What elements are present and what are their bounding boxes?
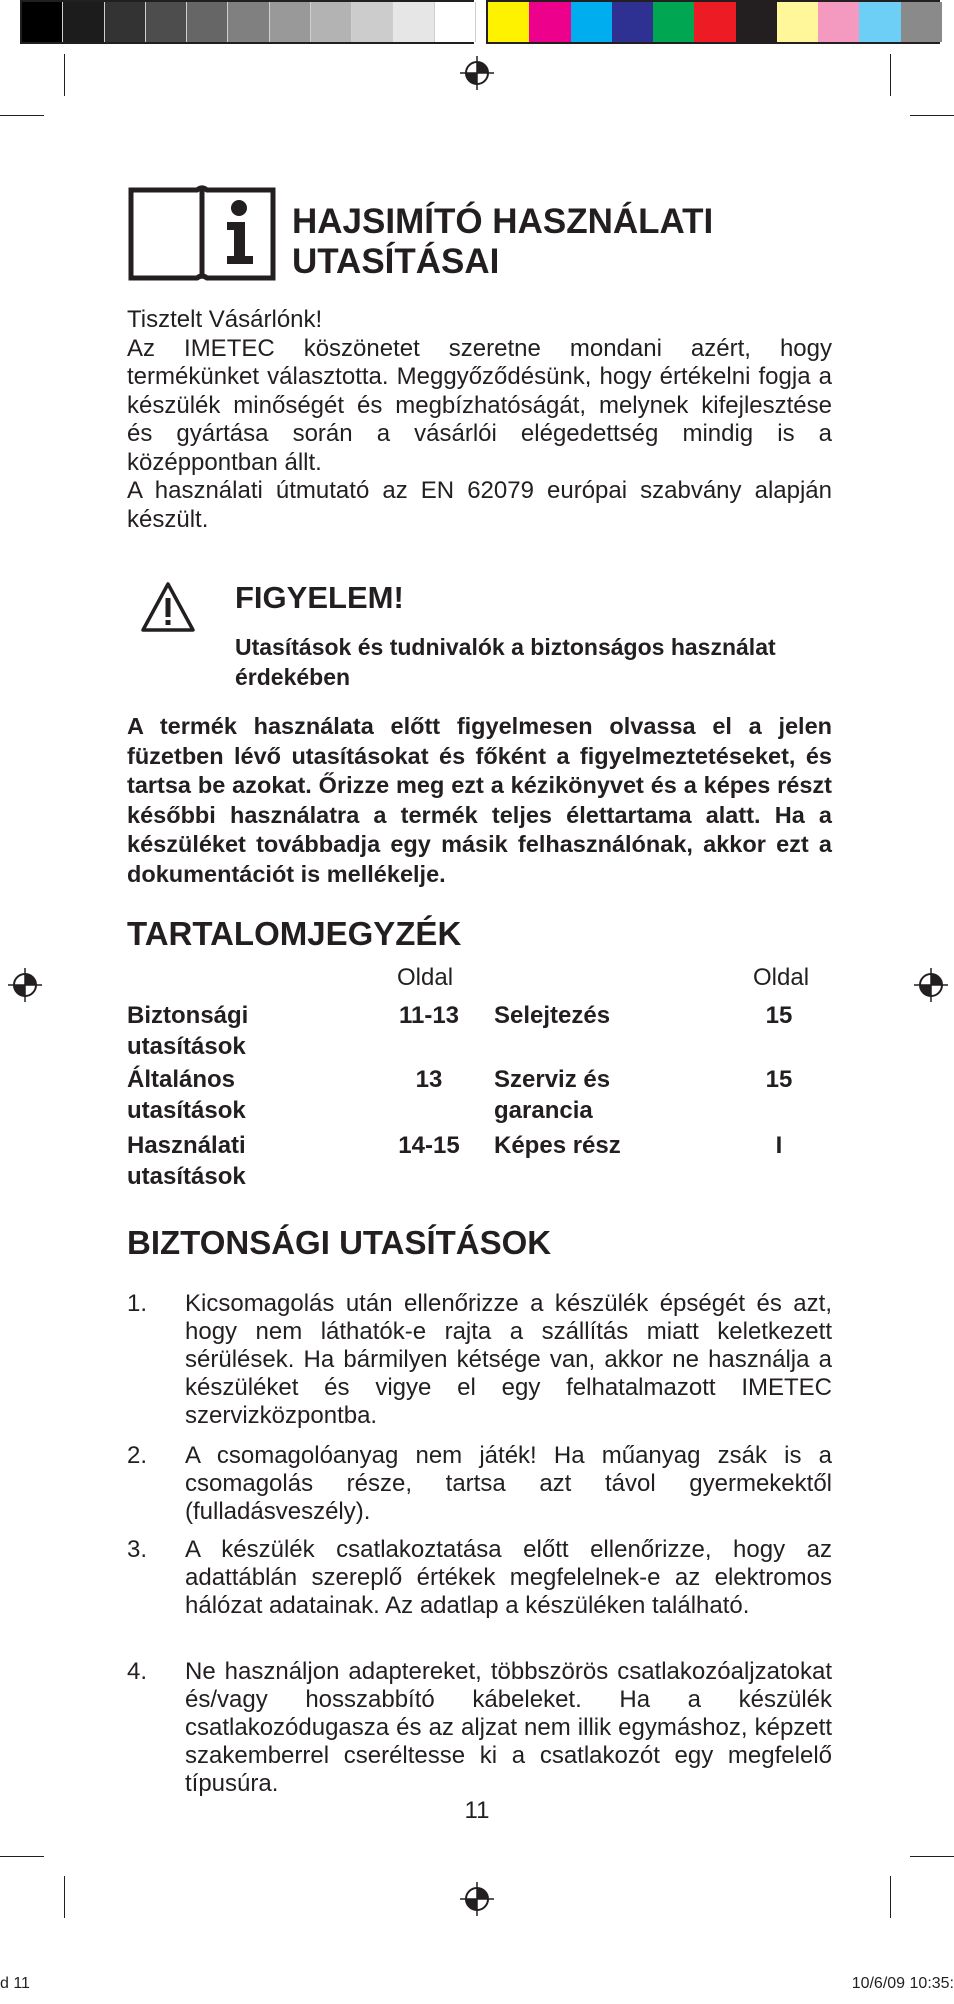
- color-swatch: [529, 2, 570, 42]
- color-swatch: [901, 2, 942, 42]
- warning-paragraph: A termék használata előtt figyelmesen olvassa el a jelen füzetben lévő utasításokat és főként a figyelmeztetéseket, és tartsa be azokat. Őrizze meg ezt a kézikönyvet és a képes részt későbbi használatra a termék teljes élettartama alatt. Ha a készüléket továbbadja egy másik felhasználónak, akkor ezt a dokumentációt is mellékelje.: [127, 713, 832, 887]
- toc-entry-page: 13: [415, 1066, 443, 1093]
- cmyk-color-bar: [486, 0, 940, 44]
- color-swatch: [818, 2, 859, 42]
- color-swatch: [105, 2, 146, 42]
- trim-mark: [0, 115, 44, 116]
- trim-mark: [64, 1876, 65, 1918]
- registration-mark-icon: [460, 1882, 494, 1916]
- trim-mark: [0, 1856, 44, 1857]
- color-swatch: [488, 2, 529, 42]
- color-swatch: [146, 2, 187, 42]
- color-swatch: [187, 2, 228, 42]
- list-item-text: A készülék csatlakoztatása előtt ellenőrizze, hogy az adattáblán szereplő értékek megfelelnek-e az elektromos hálózat adatainak. Az adatlap a készüléken található.: [185, 1536, 832, 1619]
- warning-block: [127, 580, 832, 700]
- color-swatch: [270, 2, 311, 42]
- color-swatch: [653, 2, 694, 42]
- print-slug-right: 10/6/09 10:35:: [851, 1975, 954, 1992]
- color-swatch: [859, 2, 900, 42]
- color-swatch: [22, 2, 63, 42]
- list-item-number: 3.: [127, 1536, 148, 1563]
- color-swatch: [435, 2, 476, 42]
- list-item-number: 2.: [127, 1442, 148, 1469]
- list-item-text: A csomagolóanyag nem játék! Ha műanyag zsák is a csomagolás része, tartsa azt távol gyermekektől (fulladásveszély).: [185, 1442, 832, 1525]
- salutation: Tisztelt Vásárlónk!: [127, 306, 323, 333]
- color-swatch: [228, 2, 269, 42]
- toc-heading: TARTALOMJEGYZÉK: [127, 915, 462, 952]
- list-item-number: 1.: [127, 1290, 148, 1317]
- document-title-line2: UTASÍTÁSAI: [292, 242, 500, 281]
- toc-entry-label: Biztonsági utasítások: [127, 1002, 249, 1060]
- toc-entry-page: I: [775, 1132, 783, 1159]
- intro-text: [127, 306, 832, 534]
- color-swatch: [311, 2, 352, 42]
- warning-subtitle: Utasítások és tudnivalók a biztonságos használat érdekében: [235, 634, 776, 690]
- toc-entry-page: 15: [765, 1066, 793, 1093]
- page-number: 11: [464, 1797, 490, 1824]
- trim-mark: [890, 1876, 891, 1918]
- standard-note: A használati útmutató az EN 62079 európai szabvány alapján készült.: [127, 477, 832, 533]
- document-title-line1: HAJSIMÍTÓ HASZNÁLATI: [292, 202, 714, 241]
- warning-triangle-icon: [139, 580, 197, 634]
- toc-entry-page: 14-15: [398, 1132, 460, 1159]
- document-title: [292, 202, 713, 282]
- toc-entry-label: Szerviz és garancia: [494, 1066, 611, 1124]
- trim-mark: [910, 1856, 954, 1857]
- color-swatch: [352, 2, 393, 42]
- safety-heading: BIZTONSÁGI UTASÍTÁSOK: [127, 1224, 552, 1261]
- registration-mark-icon: [8, 968, 42, 1002]
- toc-entry-label: Használati utasítások: [127, 1132, 246, 1190]
- toc-page-header: Oldal: [753, 964, 810, 991]
- trim-mark: [910, 115, 954, 116]
- color-swatch: [571, 2, 612, 42]
- list-item-text: Ne használjon adaptereket, többszörös csatlakozóaljzatokat és/vagy hosszabbító kábeleket. Ha a készülék csatlakozódugasza és az aljzat nem illik egymáshoz, képzett szakemberrel cseréltesse ki a csatlakozót egy megfelelő típusúra.: [185, 1658, 832, 1797]
- toc-entry-label: Képes rész: [494, 1132, 621, 1159]
- color-swatch: [612, 2, 653, 42]
- toc-entry-page: 15: [765, 1002, 793, 1029]
- registration-mark-icon: [914, 968, 948, 1002]
- list-item-number: 4.: [127, 1658, 148, 1685]
- info-manual-icon: [127, 182, 277, 282]
- registration-mark-icon: [460, 56, 494, 90]
- grayscale-color-bar: [20, 0, 474, 44]
- color-swatch: [694, 2, 735, 42]
- trim-mark: [890, 54, 891, 96]
- document-title-block: [127, 182, 832, 282]
- color-swatch: [736, 2, 777, 42]
- color-swatch: [63, 2, 104, 42]
- trim-mark: [64, 54, 65, 96]
- toc-entry-label: Általános utasítások: [127, 1066, 246, 1124]
- list-item-text: Kicsomagolás után ellenőrizze a készülék épségét és azt, hogy nem láthatók-e rajta a szállítás miatt keletkezett sérülések. Ha bármilyen kétsége van, akkor ne használja a készüléket és vigye el egy felhatalmazott IMETEC szervizközpontba.: [185, 1290, 832, 1429]
- intro-paragraph: Az IMETEC köszönetet szeretne mondani azért, hogy termékünket választotta. Meggyőződésünk, hogy értékelni fogja a készülék minőségét és megbízhatóságát, melynek kifejlesztése és gyártása során a vásárlói elégedettség mindig is a középpontban állt.: [127, 334, 832, 476]
- print-slug-left: d 11: [0, 1975, 30, 1992]
- toc-page-header: Oldal: [397, 964, 454, 991]
- toc-entry-page: 11-13: [398, 1002, 460, 1029]
- color-swatch: [777, 2, 818, 42]
- color-swatch: [393, 2, 434, 42]
- warning-title: FIGYELEM!: [235, 580, 404, 615]
- toc-entry-label: Selejtezés: [494, 1002, 611, 1029]
